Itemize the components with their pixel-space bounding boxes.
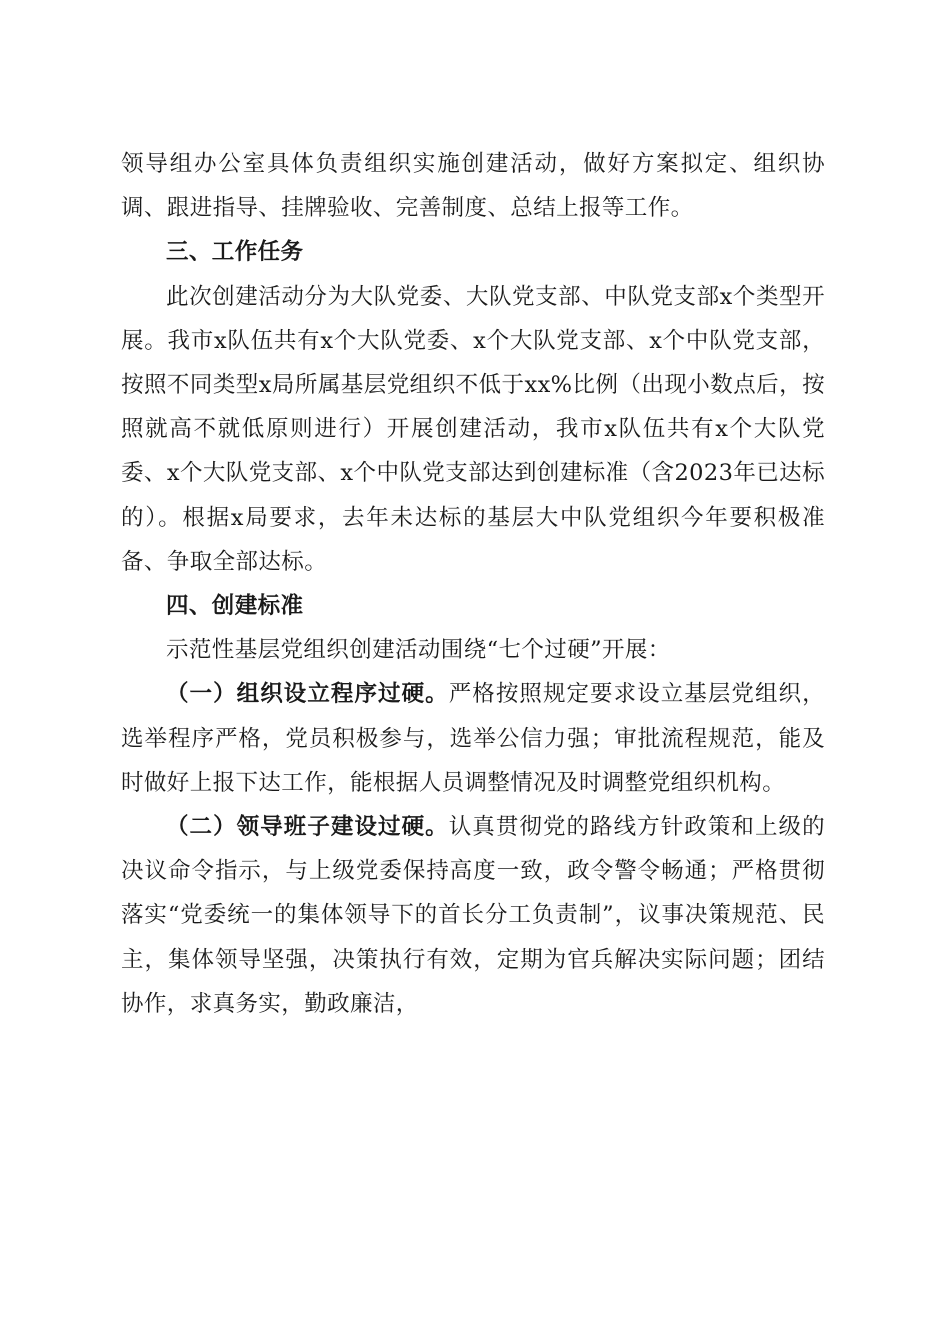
standard-1-title: （一）组织设立程序过硬。 <box>166 681 449 708</box>
standard-2-body: 认真贯彻党的路线方针政策和上级的决议命令指示，与上级党委保持高度一致，政令警令畅通；严格贯彻落实“党委统一的集体领导下的首长分工负责制”，议事决策规范、民主，集体领导坚强，决策执行有效，定期为官兵解决实际问题；团结协作，求真务实，勤政廉洁， <box>121 814 825 1017</box>
standard-1-body: 严格按照规定要求设立基层党组织，选举程序严格，党员积极参与，选举公信力强；审批流程规范，能及时做好上报下达工作，能根据人员调整情况及时调整党组织机构。 <box>121 681 825 796</box>
paragraph-work-tasks: 此次创建活动分为大队党委、大队党支部、中队党支部x个类型开展。我市x队伍共有x个大队党委、x个大队党支部、x个中队党支部，按照不同类型x局所属基层党组织不低于xx%比例（出现小数点后，按照就高不就低原则进行）开展创建活动，我市x队伍共有x个大队党委、x个大队党支部、x个中队党支部达到创建标准（含2023年已达标的）。根据x局要求，去年未达标的基层大中队党组织今年要积极准备、争取全部达标。 <box>121 283 825 575</box>
paragraph-standard-1 <box>121 672 825 805</box>
section-heading-standards: 四、创建标准 <box>166 593 304 620</box>
paragraph-standards-intro: 示范性基层党组织创建活动围绕“七个过硬”开展： <box>166 637 671 664</box>
paragraph-continuation: 领导组办公室具体负责组织实施创建活动，做好方案拟定、组织协调、跟进指导、挂牌验收、完善制度、总结上报等工作。 <box>121 151 825 222</box>
section-heading-work-tasks: 三、工作任务 <box>166 239 304 266</box>
paragraph-standard-2 <box>121 805 825 1026</box>
document-body <box>121 142 825 1026</box>
standard-2-title: （二）领导班子建设过硬。 <box>166 814 449 841</box>
